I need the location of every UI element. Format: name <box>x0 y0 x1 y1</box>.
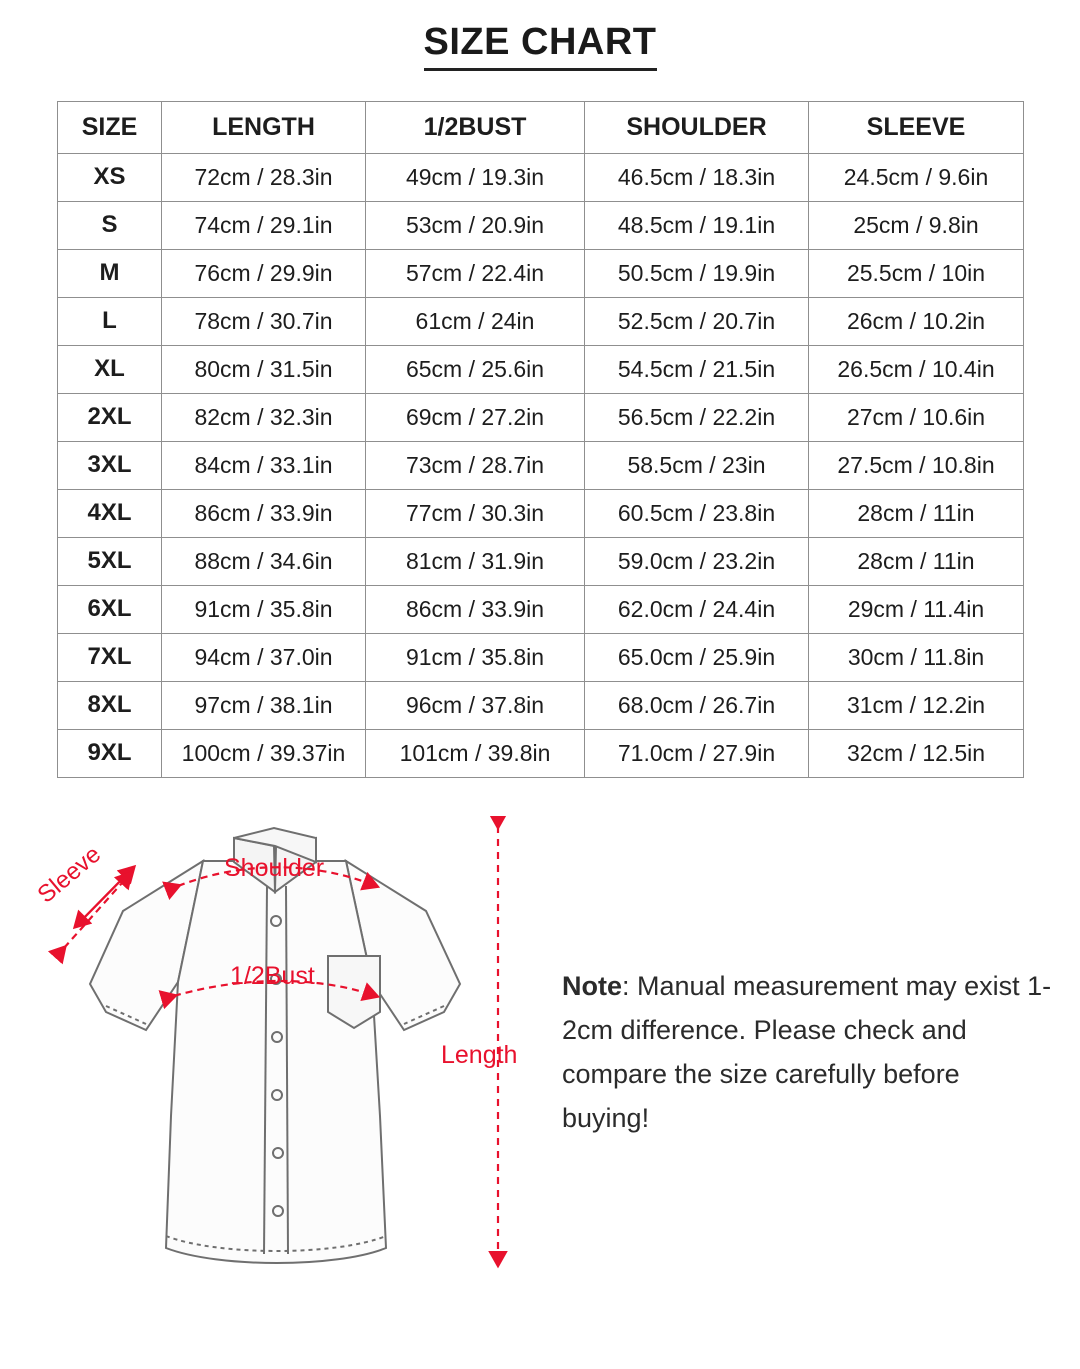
cell-halfbust: 91cm / 35.8in <box>366 633 585 681</box>
cell-halfbust: 65cm / 25.6in <box>366 345 585 393</box>
cell-sleeve: 27.5cm / 10.8in <box>809 441 1024 489</box>
label-sleeve: Sleeve <box>32 840 107 909</box>
cell-halfbust: 96cm / 37.8in <box>366 681 585 729</box>
cell-shoulder: 68.0cm / 26.7in <box>585 681 809 729</box>
page-title: SIZE CHART <box>424 22 657 71</box>
cell-size: 2XL <box>58 393 162 441</box>
label-length: Length <box>441 1040 518 1069</box>
cell-halfbust: 69cm / 27.2in <box>366 393 585 441</box>
size-chart-table-container <box>57 101 1023 778</box>
cell-halfbust: 49cm / 19.3in <box>366 153 585 201</box>
cell-sleeve: 32cm / 12.5in <box>809 729 1024 777</box>
table-row <box>58 201 1024 249</box>
cell-size: 5XL <box>58 537 162 585</box>
cell-size: 8XL <box>58 681 162 729</box>
cell-halfbust: 53cm / 20.9in <box>366 201 585 249</box>
table-header-row <box>58 101 1024 153</box>
cell-size: XS <box>58 153 162 201</box>
page-title-container <box>0 0 1080 71</box>
cell-sleeve: 29cm / 11.4in <box>809 585 1024 633</box>
cell-size: 4XL <box>58 489 162 537</box>
column-header-length: LENGTH <box>162 101 366 153</box>
cell-shoulder: 60.5cm / 23.8in <box>585 489 809 537</box>
cell-sleeve: 28cm / 11in <box>809 489 1024 537</box>
note-body: : Manual measurement may exist 1-2cm difference. Please check and compare the size carefully before buying! <box>562 970 1052 1133</box>
cell-halfbust: 77cm / 30.3in <box>366 489 585 537</box>
cell-length: 72cm / 28.3in <box>162 153 366 201</box>
cell-shoulder: 58.5cm / 23in <box>585 441 809 489</box>
cell-size: 7XL <box>58 633 162 681</box>
table-row <box>58 489 1024 537</box>
table-row <box>58 249 1024 297</box>
cell-shoulder: 65.0cm / 25.9in <box>585 633 809 681</box>
cell-size: L <box>58 297 162 345</box>
table-row <box>58 585 1024 633</box>
column-header-sleeve: SLEEVE <box>809 101 1024 153</box>
cell-halfbust: 57cm / 22.4in <box>366 249 585 297</box>
cell-size: 6XL <box>58 585 162 633</box>
cell-halfbust: 86cm / 33.9in <box>366 585 585 633</box>
cell-halfbust: 73cm / 28.7in <box>366 441 585 489</box>
cell-length: 88cm / 34.6in <box>162 537 366 585</box>
cell-shoulder: 59.0cm / 23.2in <box>585 537 809 585</box>
table-row <box>58 681 1024 729</box>
table-row <box>58 537 1024 585</box>
table-row <box>58 297 1024 345</box>
cell-length: 84cm / 33.1in <box>162 441 366 489</box>
cell-shoulder: 52.5cm / 20.7in <box>585 297 809 345</box>
cell-size: XL <box>58 345 162 393</box>
cell-sleeve: 28cm / 11in <box>809 537 1024 585</box>
cell-shoulder: 56.5cm / 22.2in <box>585 393 809 441</box>
cell-shoulder: 71.0cm / 27.9in <box>585 729 809 777</box>
cell-sleeve: 30cm / 11.8in <box>809 633 1024 681</box>
table-row <box>58 441 1024 489</box>
cell-size: 3XL <box>58 441 162 489</box>
cell-shoulder: 46.5cm / 18.3in <box>585 153 809 201</box>
cell-length: 86cm / 33.9in <box>162 489 366 537</box>
cell-length: 100cm / 39.37in <box>162 729 366 777</box>
cell-shoulder: 50.5cm / 19.9in <box>585 249 809 297</box>
column-header-shoulder: SHOULDER <box>585 101 809 153</box>
cell-length: 78cm / 30.7in <box>162 297 366 345</box>
table-row <box>58 729 1024 777</box>
shirt-illustration <box>90 828 460 1263</box>
cell-sleeve: 27cm / 10.6in <box>809 393 1024 441</box>
size-chart-table <box>57 101 1024 778</box>
table-row <box>58 345 1024 393</box>
cell-size: M <box>58 249 162 297</box>
cell-shoulder: 54.5cm / 21.5in <box>585 345 809 393</box>
table-row <box>58 633 1024 681</box>
cell-size: 9XL <box>58 729 162 777</box>
cell-size: S <box>58 201 162 249</box>
cell-length: 82cm / 32.3in <box>162 393 366 441</box>
table-row <box>58 153 1024 201</box>
shirt-diagram <box>28 816 548 1326</box>
cell-sleeve: 24.5cm / 9.6in <box>809 153 1024 201</box>
cell-halfbust: 81cm / 31.9in <box>366 537 585 585</box>
column-header-halfbust: 1/2BUST <box>366 101 585 153</box>
cell-halfbust: 101cm / 39.8in <box>366 729 585 777</box>
cell-shoulder: 62.0cm / 24.4in <box>585 585 809 633</box>
cell-sleeve: 26.5cm / 10.4in <box>809 345 1024 393</box>
column-header-size: SIZE <box>58 101 162 153</box>
cell-length: 80cm / 31.5in <box>162 345 366 393</box>
measurement-guide-section <box>0 816 1080 1336</box>
cell-halfbust: 61cm / 24in <box>366 297 585 345</box>
cell-length: 76cm / 29.9in <box>162 249 366 297</box>
note-text <box>562 964 1054 1140</box>
note-prefix: Note <box>562 970 622 1001</box>
cell-shoulder: 48.5cm / 19.1in <box>585 201 809 249</box>
cell-length: 74cm / 29.1in <box>162 201 366 249</box>
label-half-bust: 1/2Bust <box>230 961 315 990</box>
cell-sleeve: 31cm / 12.2in <box>809 681 1024 729</box>
cell-length: 91cm / 35.8in <box>162 585 366 633</box>
table-row <box>58 393 1024 441</box>
cell-length: 97cm / 38.1in <box>162 681 366 729</box>
label-shoulder: Shoulder <box>224 853 325 882</box>
cell-sleeve: 25cm / 9.8in <box>809 201 1024 249</box>
cell-sleeve: 26cm / 10.2in <box>809 297 1024 345</box>
cell-sleeve: 25.5cm / 10in <box>809 249 1024 297</box>
cell-length: 94cm / 37.0in <box>162 633 366 681</box>
